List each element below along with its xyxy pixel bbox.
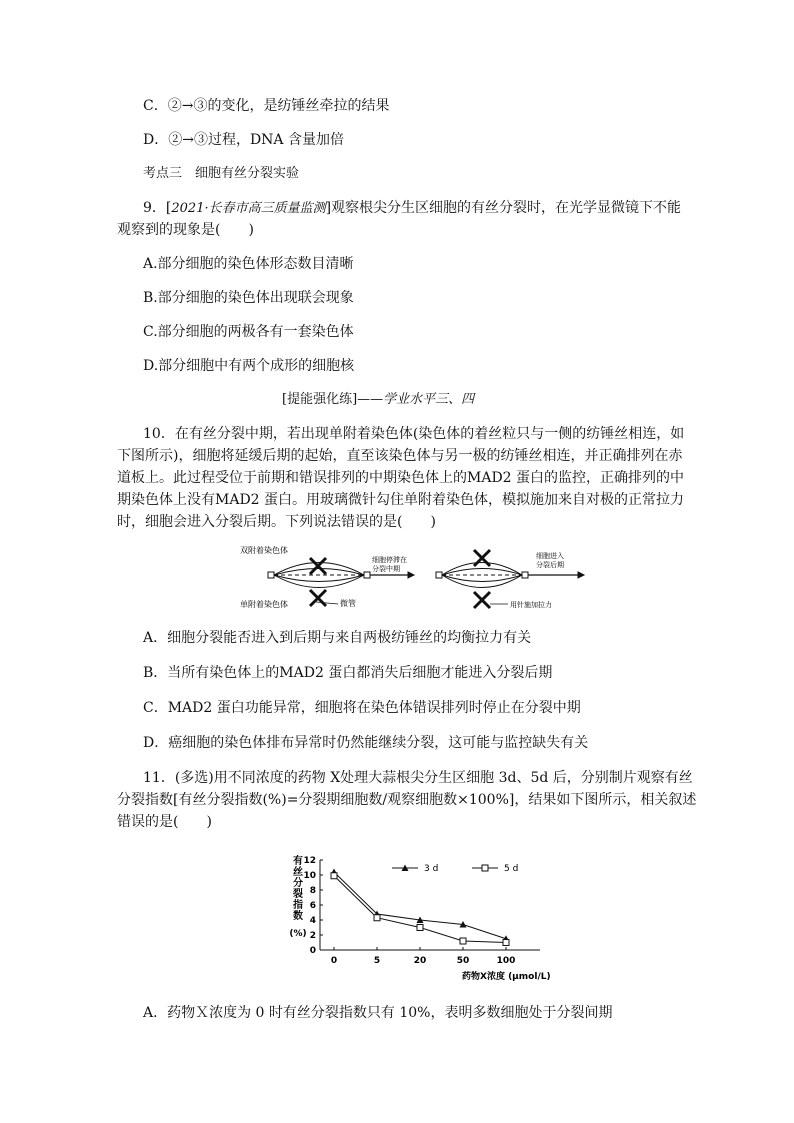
section3-title: 考点三 细胞有丝分裂实验 (143, 166, 300, 181)
q9-option-a: A.部分细胞的染色体形态数目清晰 (143, 256, 354, 272)
q11-line3: 错误的是( ) (117, 814, 212, 830)
spindle-fiber (274, 575, 364, 582)
centrosome-right-1 (436, 572, 442, 578)
y-tick-label: 12 (303, 856, 316, 866)
label-enter-2: 分裂后期 (536, 561, 564, 569)
point-5d (417, 925, 423, 931)
chromosome-single (310, 590, 326, 606)
section-heading-sub: 学业水平三、四 (383, 392, 475, 407)
y-label-char: 数 (293, 911, 303, 922)
y-label-char: 分 (293, 878, 303, 889)
label-single: 单附着染色体 (240, 600, 288, 609)
x-tick-label: 0 (330, 956, 338, 966)
chromosome-needle (474, 592, 490, 608)
section-heading-main: [提能强化练]—— (282, 392, 384, 407)
q11-line1: 11．(多选)用不同浓度的药物 X处理大蒜根尖分生区细胞 3d、5d 后，分别制片观察有丝 (143, 770, 693, 786)
y-tick-label: 6 (309, 901, 316, 911)
q9-stem-line1 (143, 198, 681, 219)
centrosome-left-1 (268, 572, 274, 578)
q9-option-b: B.部分细胞的染色体出现联会现象 (143, 290, 354, 306)
label-microtubule: 微管 (340, 599, 356, 608)
legend-label: 3 d (424, 864, 439, 874)
y-tick-label: 2 (309, 931, 316, 941)
q9-num: 9．[ (143, 200, 172, 216)
y-label-unit: (%) (289, 929, 307, 939)
y-tick-label: 8 (309, 886, 316, 896)
point-5d (460, 938, 466, 944)
spindle-fiber (442, 575, 522, 582)
q10-line3: 道板上。此过程受位于前期和错误排列的中期染色体上的MAD2 蛋白的监控，正确排列的中 (117, 470, 685, 486)
y-label-char: 有 (293, 856, 303, 867)
q10-line2: 下图所示)，细胞将延缓后期的起始，直至该染色体与另一极的纺锤丝相连，并正确排列在赤 (117, 448, 683, 464)
y-label-char: 丝 (293, 867, 303, 878)
y-tick-label: 0 (309, 946, 316, 956)
legend-marker-5d (482, 865, 488, 871)
q11-line-chart (282, 850, 552, 985)
point-5d (374, 915, 380, 921)
microtubule-pointer (316, 602, 338, 604)
y-axis-label (289, 854, 306, 939)
q10-option-c: C．MAD2 蛋白功能异常，细胞将在染色体错误排列时停止在分裂中期 (143, 700, 581, 716)
section-heading (282, 390, 474, 410)
label-enter-1: 细胞进入 (536, 552, 564, 560)
arrow-head (408, 572, 414, 578)
y-tick-label: 4 (309, 916, 316, 926)
chart-series (331, 869, 510, 946)
y-label-char: 裂 (293, 889, 303, 900)
centrosome-left-2 (364, 572, 370, 578)
q10-option-a: A．细胞分裂能否进入到后期与来自两极纺锤丝的均衡拉力有关 (143, 630, 532, 646)
q9-option-d: D.部分细胞中有两个成形的细胞核 (143, 358, 355, 374)
q10-spindle-figure (238, 540, 588, 620)
spindle-fiber (442, 569, 522, 576)
q10-line4: 期染色体上没有MAD2 蛋白。用玻璃微针勾住单附着染色体，模拟施加来自对极的正常拉力 (117, 492, 685, 508)
x-tick-label: 100 (496, 956, 516, 966)
chromosome-double (310, 558, 326, 574)
x-axis-label: 药物X浓度 (μmol/L) (462, 972, 551, 982)
label-double: 双附着染色体 (240, 546, 288, 555)
label-stall-2: 分裂中期 (372, 565, 400, 573)
x-tick-label: 5 (373, 956, 381, 966)
q10-option-d: D．癌细胞的染色体排布异常时仍然能继续分裂，这可能与监控缺失有关 (143, 735, 589, 751)
label-stall-1: 细胞停滞在 (372, 556, 407, 564)
chromosome-double (474, 550, 490, 566)
q10-line5: 时，细胞会进入分裂后期。下列说法错误的是( ) (117, 514, 436, 530)
chart-legend (392, 864, 518, 874)
spindle-fiber (274, 569, 364, 576)
point-5d (331, 873, 337, 879)
q9-option-c: C.部分细胞的两极各有一套染色体 (143, 324, 354, 340)
label-needle: 用针施加拉力 (510, 601, 552, 609)
arrow-head (578, 572, 584, 578)
q11-option-a: A．药物Ｘ浓度为 0 时有丝分裂指数只有 10%，表明多数细胞处于分裂间期 (143, 1005, 613, 1021)
x-tick-label: 50 (456, 956, 470, 966)
legend-label: 5 d (504, 864, 519, 874)
y-label-char: 指 (293, 900, 303, 911)
q9-source: 2021·长春市高三质量监测 (171, 201, 326, 216)
centrosome-right-2 (522, 572, 528, 578)
point-5d (503, 940, 509, 946)
q11-line2: 分裂指数[有丝分裂指数(%)=分裂期细胞数/观察细胞数×100%]，结果如下图所示，相关叙述 (117, 792, 697, 808)
q10-line1: 10．在有丝分裂中期，若出现单附着染色体(染色体的着丝粒只与一侧的纺锤丝相连，如 (143, 426, 685, 442)
q8-option-c: C．②→③的变化，是纺锤丝牵拉的结果 (143, 98, 390, 114)
q8-option-d: D．②→③过程，DNA 含量加倍 (143, 132, 344, 148)
q10-option-b: B．当所有染色体上的MAD2 蛋白都消失后细胞才能进入分裂后期 (143, 665, 553, 681)
y-tick-label: 10 (303, 871, 316, 881)
q9-stem-line2: 观察到的现象是( ) (117, 222, 254, 238)
x-tick-label: 20 (413, 956, 427, 966)
q9-stem-a: ]观察根尖分生区细胞的有丝分裂时，在光学显微镜下不能 (325, 200, 682, 216)
series-line-5d (334, 876, 506, 943)
